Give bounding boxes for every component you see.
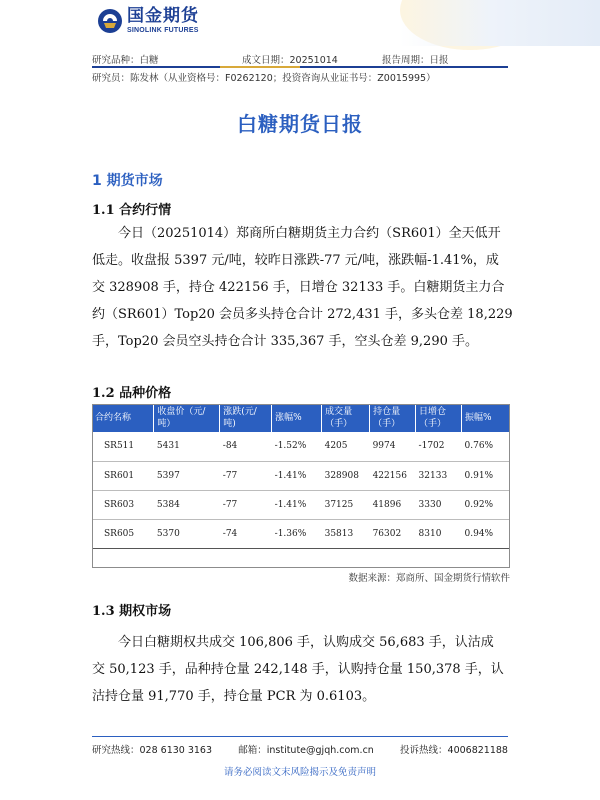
footer-rule <box>92 736 508 737</box>
disclaimer-notice[interactable]: 请务必阅读文末风险揭示及免责声明 <box>223 767 376 778</box>
table-cell: 0.91% <box>462 461 510 490</box>
table-cell: 9974 <box>370 432 416 461</box>
subsection-heading-contract-quotes: 1.1 合约行情 <box>92 203 172 218</box>
options-market-paragraph <box>92 629 510 710</box>
logo-name-cn: 国金期货 <box>127 6 199 26</box>
table-cell: 422156 <box>370 461 416 490</box>
header-rule-accent <box>220 66 300 68</box>
paragraph-line: 交 328908 手，持仓 422156 手，日增仓 32133 手。白糖期货主力合 <box>92 280 505 295</box>
table-row <box>92 432 510 461</box>
table-cell: SR605 <box>92 519 154 548</box>
column-header: 日增仓（手） <box>416 404 462 432</box>
meta-researcher: 研究员：陈发林（从业资格号：F0262120；投资咨询从业证书号：Z0015995） <box>92 73 436 84</box>
report-title: 白糖期货日报 <box>237 112 363 136</box>
paragraph-line: 交 50,123 手，品种持仓量 242,148 手，认购持仓量 150,378 手，认 <box>92 662 504 677</box>
table-cell: SR603 <box>92 490 154 519</box>
table-cell: 8310 <box>416 519 462 548</box>
table-cell: 5397 <box>154 461 220 490</box>
footer-email[interactable]: 邮箱：institute@gjqh.com.cn <box>238 745 374 756</box>
table-cell: 3330 <box>416 490 462 519</box>
table-cell: -77 <box>220 461 272 490</box>
meta-variety: 研究品种：白糖 <box>92 55 159 66</box>
table-cell: 5384 <box>154 490 220 519</box>
report-meta-line <box>92 52 508 66</box>
table-cell: 76302 <box>370 519 416 548</box>
table-cell: -77 <box>220 490 272 519</box>
column-header: 持仓量（手） <box>370 404 416 432</box>
table-row <box>92 519 510 548</box>
footer-contacts <box>92 742 508 756</box>
paragraph-line: 沽持仓量 91,770 手，持仓量 PCR 为 0.6103。 <box>92 689 376 704</box>
subsection-heading-options-market: 1.3 期权市场 <box>92 604 172 619</box>
paragraph-line: 今日白糖期权共成交 106,806 手，认购成交 56,683 手，认沽成 <box>118 635 494 650</box>
footer-hotline: 研究热线：028 6130 3163 <box>92 745 213 756</box>
table-cell: 35813 <box>322 519 370 548</box>
table-cell: 0.76% <box>462 432 510 461</box>
section-heading-futures-market: 1 期货市场 <box>92 173 163 189</box>
table-cell: 0.92% <box>462 490 510 519</box>
price-table <box>92 404 510 549</box>
table-cell: SR511 <box>92 432 154 461</box>
column-header: 合约名称 <box>92 404 154 432</box>
table-cell: SR601 <box>92 461 154 490</box>
table-cell: 4205 <box>322 432 370 461</box>
logo-emblem-icon <box>97 8 123 34</box>
table-cell: -84 <box>220 432 272 461</box>
table-cell: 5431 <box>154 432 220 461</box>
table-cell: 37125 <box>322 490 370 519</box>
table-cell: -1.36% <box>272 519 322 548</box>
company-logo <box>97 8 199 34</box>
paragraph-line: 低走。收盘报 5397 元/吨，较昨日涨跌-77 元/吨，涨跌幅-1.41%，成 <box>92 253 499 268</box>
table-cell: -1.41% <box>272 461 322 490</box>
paragraph-line: 今日（20251014）郑商所白糖期货主力合约（SR601）全天低开 <box>118 226 501 241</box>
paragraph-line: 约（SR601）Top20 会员多头持仓合计 272,431 手，多头仓差 18,229 <box>92 307 513 322</box>
table-cell: 5370 <box>154 519 220 548</box>
column-header: 收盘价（元/吨） <box>154 404 220 432</box>
table-cell: 41896 <box>370 490 416 519</box>
meta-date: 成文日期：20251014 <box>242 55 338 66</box>
table-header-row <box>92 404 510 432</box>
table-row <box>92 490 510 519</box>
column-header: 成交量（手） <box>322 404 370 432</box>
table-cell: -1.41% <box>272 490 322 519</box>
table-cell: -1702 <box>416 432 462 461</box>
column-header: 涨跌(元/吨) <box>220 404 272 432</box>
meta-period: 报告周期：日报 <box>382 55 449 66</box>
data-source-note: 数据来源：郑商所、国金期货行情软件 <box>348 573 510 584</box>
subsection-heading-variety-prices: 1.2 品种价格 <box>92 386 172 401</box>
table-cell: 328908 <box>322 461 370 490</box>
column-header: 涨幅% <box>272 404 322 432</box>
paragraph-line: 手，Top20 会员空头持仓合计 335,367 手，空头仓差 9,290 手。 <box>92 334 478 349</box>
table-cell: -74 <box>220 519 272 548</box>
footer-complaint-hotline: 投诉热线：4006821188 <box>400 745 508 756</box>
header-rule <box>92 66 508 68</box>
table-row <box>92 461 510 490</box>
table-cell: 0.94% <box>462 519 510 548</box>
header-decoration <box>400 0 600 46</box>
logo-name-en: SINOLINK FUTURES <box>127 27 199 34</box>
contract-quotes-paragraph <box>92 220 513 355</box>
table-cell: 32133 <box>416 461 462 490</box>
column-header: 振幅% <box>462 404 510 432</box>
table-cell: -1.52% <box>272 432 322 461</box>
